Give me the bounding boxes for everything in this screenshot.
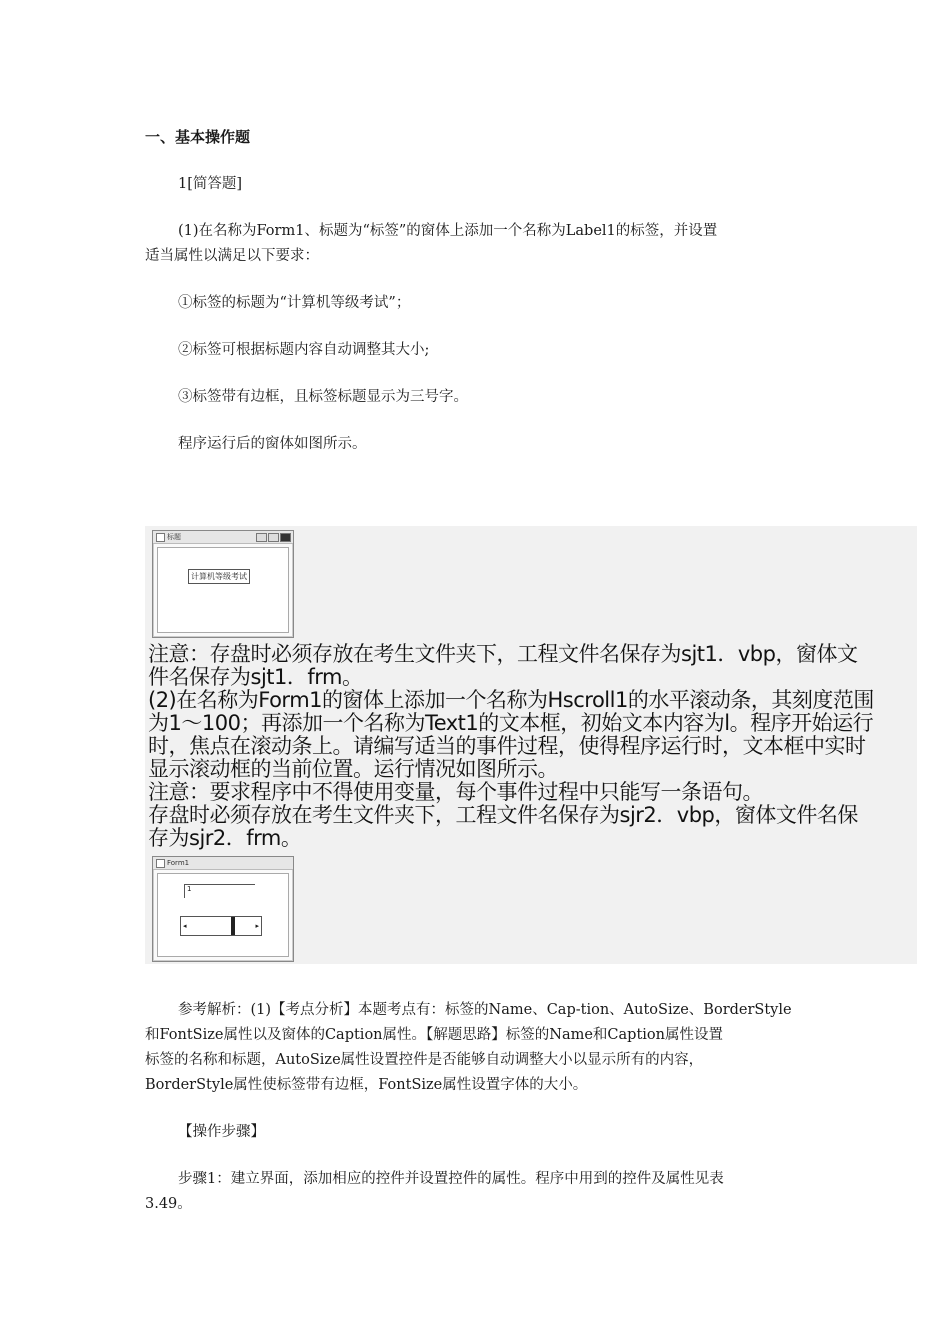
- maximize-icon: [268, 533, 279, 542]
- embedded-screenshot: [145, 526, 917, 964]
- shot-line-4: 为1～100；再添加一个名称为Text1的文本框，初始文本内容为l。程序开始运行: [148, 711, 874, 735]
- q1-text-line1: (1)在名称为Form1、标题为“标签”的窗体上添加一个名称为Label1的标签，并设置: [178, 223, 718, 239]
- scroll-left-arrow-icon: ◂: [183, 922, 187, 930]
- analysis-line3: 标签的名称和标题，AutoSize属性设置控件是否能够自动调整大小以显示所有的内容，: [145, 1052, 704, 1068]
- analysis-line2: 和FontSize属性以及窗体的Caption属性。【解题思路】标签的Name和Caption属性设置: [145, 1027, 723, 1043]
- shot-line-9: 存为sjr2．frm。: [148, 826, 302, 850]
- minimize-icon: [256, 533, 267, 542]
- steps-heading: 【操作步骤】: [178, 1124, 265, 1140]
- shot-line-6: 显示滚动框的当前位置。运行情况如图所示。: [148, 757, 558, 781]
- requirement-2: ②标签可根据标题内容自动调整其大小;: [178, 342, 430, 358]
- question-type: 1[简答题]: [178, 176, 243, 192]
- window-controls: [255, 533, 291, 542]
- window-title: Form1: [167, 859, 190, 867]
- shot-line-8: 存盘时必须存放在考生文件夹下，工程文件名保存为sjr2．vbp，窗体文件名保: [148, 803, 858, 827]
- window-title: 标题: [167, 533, 181, 541]
- shot-line-2: 件名保存为sjt1．frm。: [148, 665, 363, 689]
- analysis-line4: BorderStyle属性使标签带有边框，FontSize属性设置字体的大小。: [145, 1077, 588, 1093]
- text1-textbox: 1: [184, 884, 255, 898]
- shot-line-5: 时，焦点在滚动条上。请编写适当的事件过程，使得程序运行时，文本框中实时: [148, 734, 866, 758]
- hscroll1-scrollbar: [180, 916, 262, 936]
- label1: 计算机等级考试: [188, 569, 250, 584]
- form-window-1: [152, 530, 294, 638]
- title-bar: [153, 531, 293, 544]
- q1-text-line2: 适当属性以满足以下要求：: [145, 248, 319, 264]
- requirement-1: ①标签的标题为“计算机等级考试”；: [178, 295, 411, 311]
- requirement-3: ③标签带有边框，且标签标题显示为三号字。: [178, 389, 468, 405]
- window-icon: [156, 859, 165, 868]
- close-icon: [280, 533, 291, 542]
- title-bar: [153, 857, 293, 870]
- run-note: 程序运行后的窗体如图所示。: [178, 436, 367, 452]
- analysis-line1: 参考解析：(1)【考点分析】本题考点有：标签的Name、Cap-tion、AutoSize、BorderStyle: [178, 1002, 792, 1018]
- step1-line2: 3.49。: [145, 1196, 192, 1212]
- form-body: [157, 873, 289, 957]
- form-body: [157, 547, 289, 633]
- window-icon: [156, 533, 165, 542]
- shot-line-1: 注意：存盘时必须存放在考生文件夹下，工程文件名保存为sjt1．vbp，窗体文: [148, 642, 858, 666]
- section-heading: 一、基本操作题: [145, 128, 251, 146]
- form-window-2: [152, 856, 294, 962]
- step1-line1: 步骤1：建立界面，添加相应的控件并设置控件的属性。程序中用到的控件及属性见表: [178, 1171, 724, 1187]
- shot-line-3: (2)在名称为Form1的窗体上添加一个名称为Hscroll1的水平滚动条，其刻度范围: [148, 688, 874, 712]
- shot-line-7: 注意：要求程序中不得使用变量，每个事件过程中只能写一条语句。: [148, 780, 763, 804]
- scroll-right-arrow-icon: ▸: [255, 922, 259, 930]
- scroll-thumb: [231, 917, 235, 935]
